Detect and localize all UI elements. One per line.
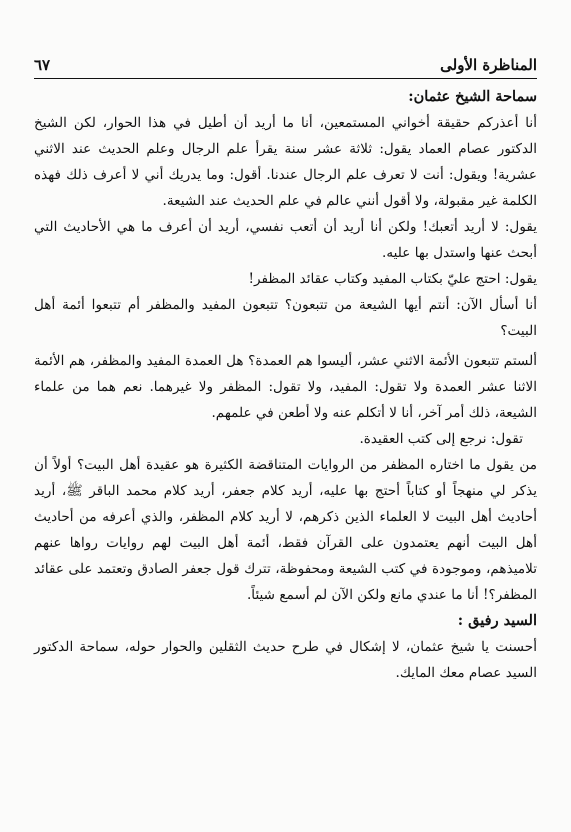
speaker-heading: سماحة الشيخ عثمان: bbox=[408, 88, 537, 105]
body-paragraph: أنا أسأل الآن: أنتم أيها الشيعة من تتبعون؟ تتبعون المفيد والمظفر أم تتبعوا أئمة أهل البيت؟ bbox=[34, 297, 537, 339]
body-paragraph: أنا أعذركم حقيقة أخواني المستمعين، أنا ما أريد أن أطيل في هذا الحوار، لكن الشيخ الدكتور عصام العماد يقول: ثلاثة عشر سنة يقرأ علم الرجال وعلم الحديث عند الاثني عشرية! ويقول: أنت لا تعرف علم الرجال عندنا. أقول: وما يدريك أني لا أعرف ذلك فهذه الكلمة غير مقبولة، ولا أقول أنني عالم في علم الحديث عند الشيعة. bbox=[34, 115, 537, 209]
body-paragraph: ألستم تتبعون الأئمة الاثني عشر، أليسوا هم العمدة؟ هل العمدة المفيد والمظفر، هم الأئمة الاثنا عشر العمدة ولا تقول: المفيد، ولا تقول: المظفر ولا غيرهما. نعم هما من علماء الشيعة، ذلك أمر آخر، أنا لا أتكلم عنه ولا أطعن في علمهم. bbox=[34, 353, 537, 421]
body-paragraph: تقول: نرجع إلى كتب العقيدة. bbox=[359, 431, 523, 447]
body-paragraph: من يقول ما اختاره المظفر من الروايات المتناقضة الكثيرة هو عقيدة أهل البيت؟ أولاً أن يذكر لي منهجاً أو كتاباً أحتج بها عليه، أريد كلام جعفر، أريد كلام محمد الباقر ﷺ، أريد أحاديث أهل البيت لا العلماء الذين ذكرهم، لا أريد كلام المظفر، والذي أعرفه من أحاديث أهل البيت أنهم يعتمدون على القرآن فقط، أئمة أهل البيت لهم روايات رواها عنهم تلاميذهم، وموجودة في كتب الشيعة ومحفوظة، تترك قول جعفر الصادق وتعتمد على عقائد المظفر؟! أنا ما عندي مانع ولكن الآن لم أسمع شيئاً. bbox=[34, 457, 537, 603]
body-paragraph: يقول: لا أريد أتعبك! ولكن أنا أريد أن أتعب نفسي، أريد أن أعرف ما هي الأحاديث التي أبحث عنها واستدل بها عليه. bbox=[34, 219, 537, 261]
running-title: المناظرة الأولى bbox=[440, 56, 537, 74]
speaker-heading: السيد رفيق : bbox=[457, 612, 537, 629]
running-header bbox=[34, 50, 537, 74]
page-number: ٦٧ bbox=[34, 56, 51, 74]
body-paragraph: يقول: احتج عليّ بكتاب المفيد وكتاب عقائد المظفر! bbox=[248, 271, 537, 287]
header-rule bbox=[34, 78, 537, 79]
body-paragraph: أحسنت يا شيخ عثمان، لا إشكال في طرح حديث الثقلين والحوار حوله، سماحة الدكتور السيد عصام معك المايك. bbox=[34, 639, 537, 681]
page-body bbox=[34, 84, 537, 686]
